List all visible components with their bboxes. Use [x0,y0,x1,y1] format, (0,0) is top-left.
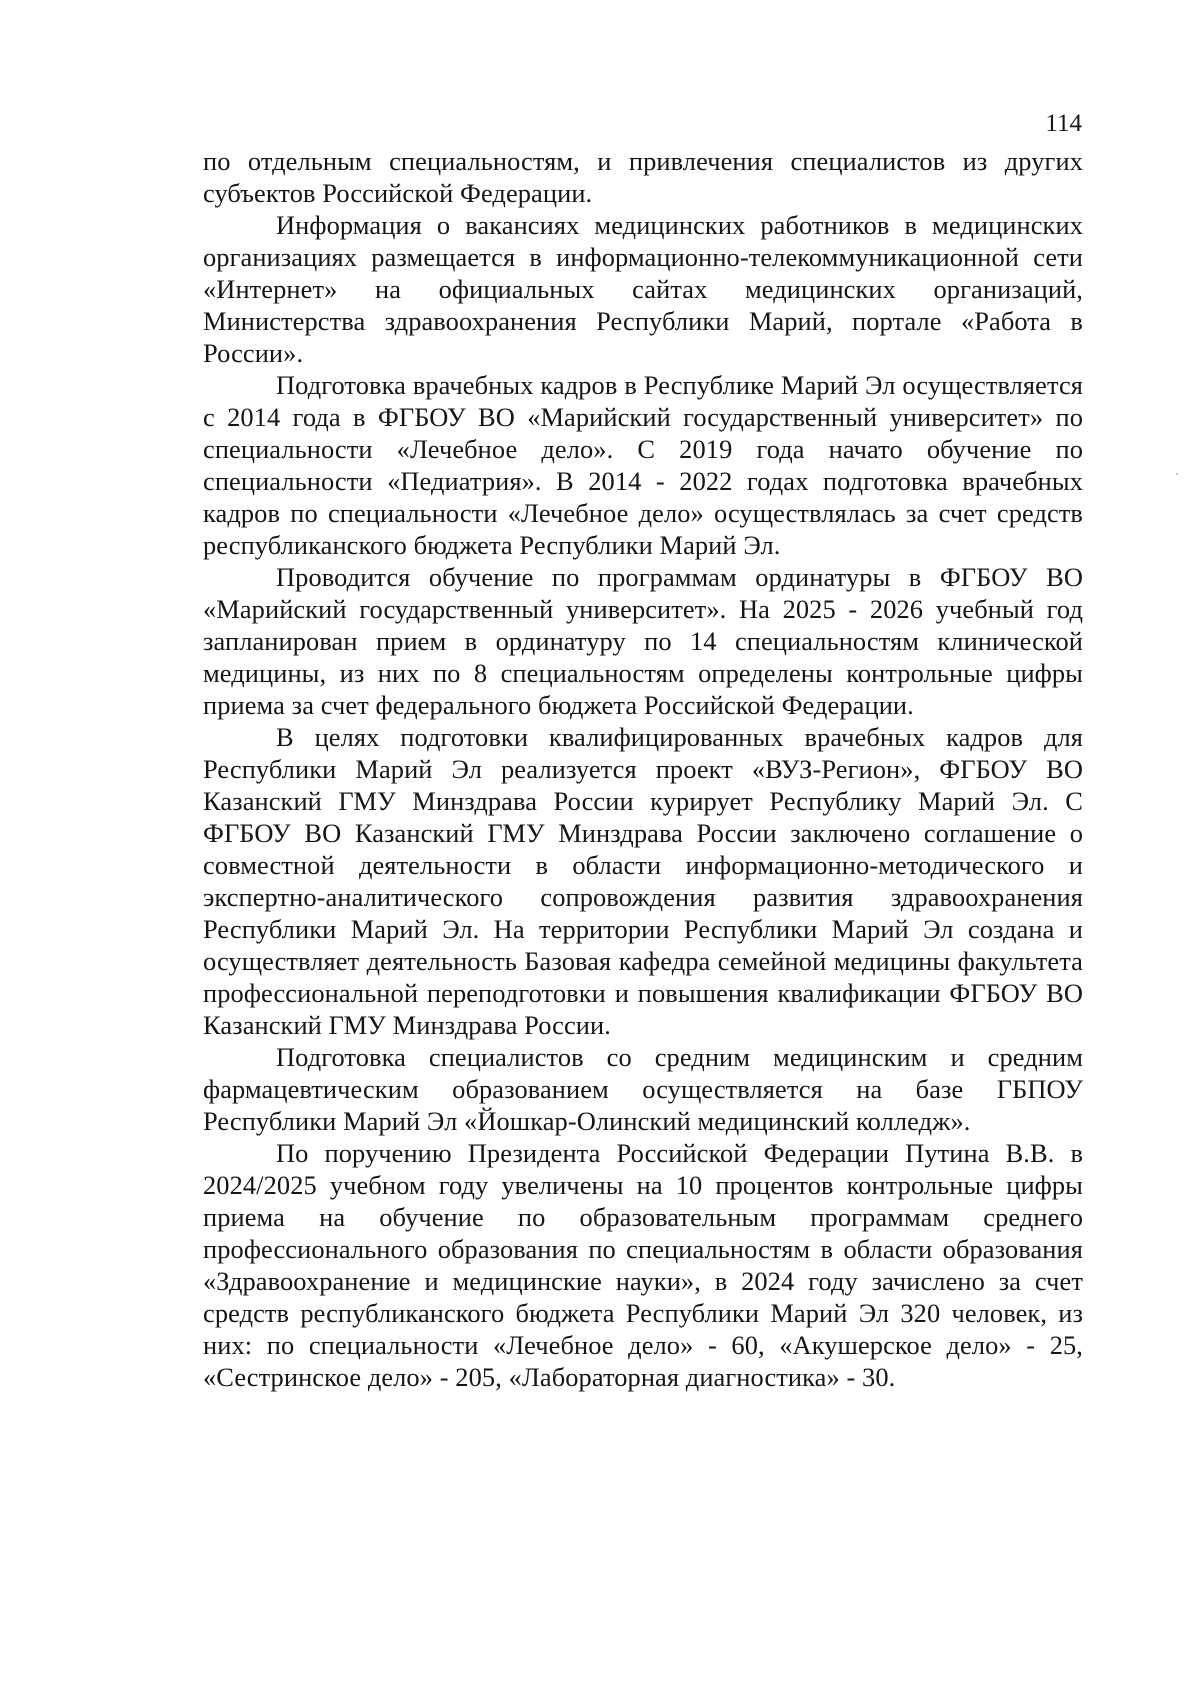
paragraph-6: Подготовка специалистов со средним медицинским и средним фармацевтическим образованием осуществляется на базе ГБПОУ Республики Марий Эл «Йошкар-Олинский медицинский колледж». [203,1042,1083,1136]
paragraph-3: Подготовка врачебных кадров в Республике Марий Эл осуществляется с 2014 года в ФГБОУ ВО «Марийский государственный университет» по специальности «Лечебное дело». С 2019 года начато обучение по специальности «Педиатрия». В 2014 - 2022 годах подготовка врачебных кадров по специальности «Лечебное дело» осуществлялась за счет средств республиканского бюджета Республики Марий Эл. [203,370,1083,560]
paragraph-4: Проводится обучение по программам ординатуры в ФГБОУ ВО «Марийский государственный университет». На 2025 - 2026 учебный год запланирован прием в ординатуру по 14 специальностям клинической медицины, из них по 8 специальностям определены контрольные цифры приема за счет федерального бюджета Российской Федерации. [203,562,1083,720]
scan-dot [1176,473,1178,475]
page-number: 114 [1045,110,1082,137]
document-body [203,145,1083,1393]
paragraph-5: В целях подготовки квалифицированных врачебных кадров для Республики Марий Эл реализуется проект «ВУЗ-Регион», ФГБОУ ВО Казанский ГМУ Минздрава России курирует Республику Марий Эл. С ФГБОУ ВО Казанский ГМУ Минздрава России заключено соглашение о совместной деятельности в области информационно-методического и экспертно-аналитического сопровождения развития здравоохранения Республики Марий Эл. На территории Республики Марий Эл создана и осуществляет деятельность Базовая кафедра семейной медицины факультета профессиональной переподготовки и повышения квалификации ФГБОУ ВО Казанский ГМУ Минздрава России. [203,722,1083,1040]
paragraph-2: Информация о вакансиях медицинских работников в медицинских организациях размещается в информационно-телекоммуникационной сети «Интернет» на официальных сайтах медицинских организаций, Министерства здравоохранения Республики Марий, портале «Работа в России». [203,210,1083,368]
paragraph-1: по отдельным специальностям, и привлечения специалистов из других субъектов Российской Федерации. [203,146,1083,208]
paragraph-7: По поручению Президента Российской Федерации Путина В.В. в 2024/2025 учебном году увеличены на 10 процентов контрольные цифры приема на обучение по образовательным программам среднего профессионального образования по специальностям в области образования «Здравоохранение и медицинские науки», в 2024 году зачислено за счет средств республиканского бюджета Республики Марий Эл 320 человек, из них: по специальности «Лечебное дело» - 60, «Акушерское дело» - 25, «Сестринское дело» - 205, «Лабораторная диагностика» - 30. [203,1138,1083,1392]
